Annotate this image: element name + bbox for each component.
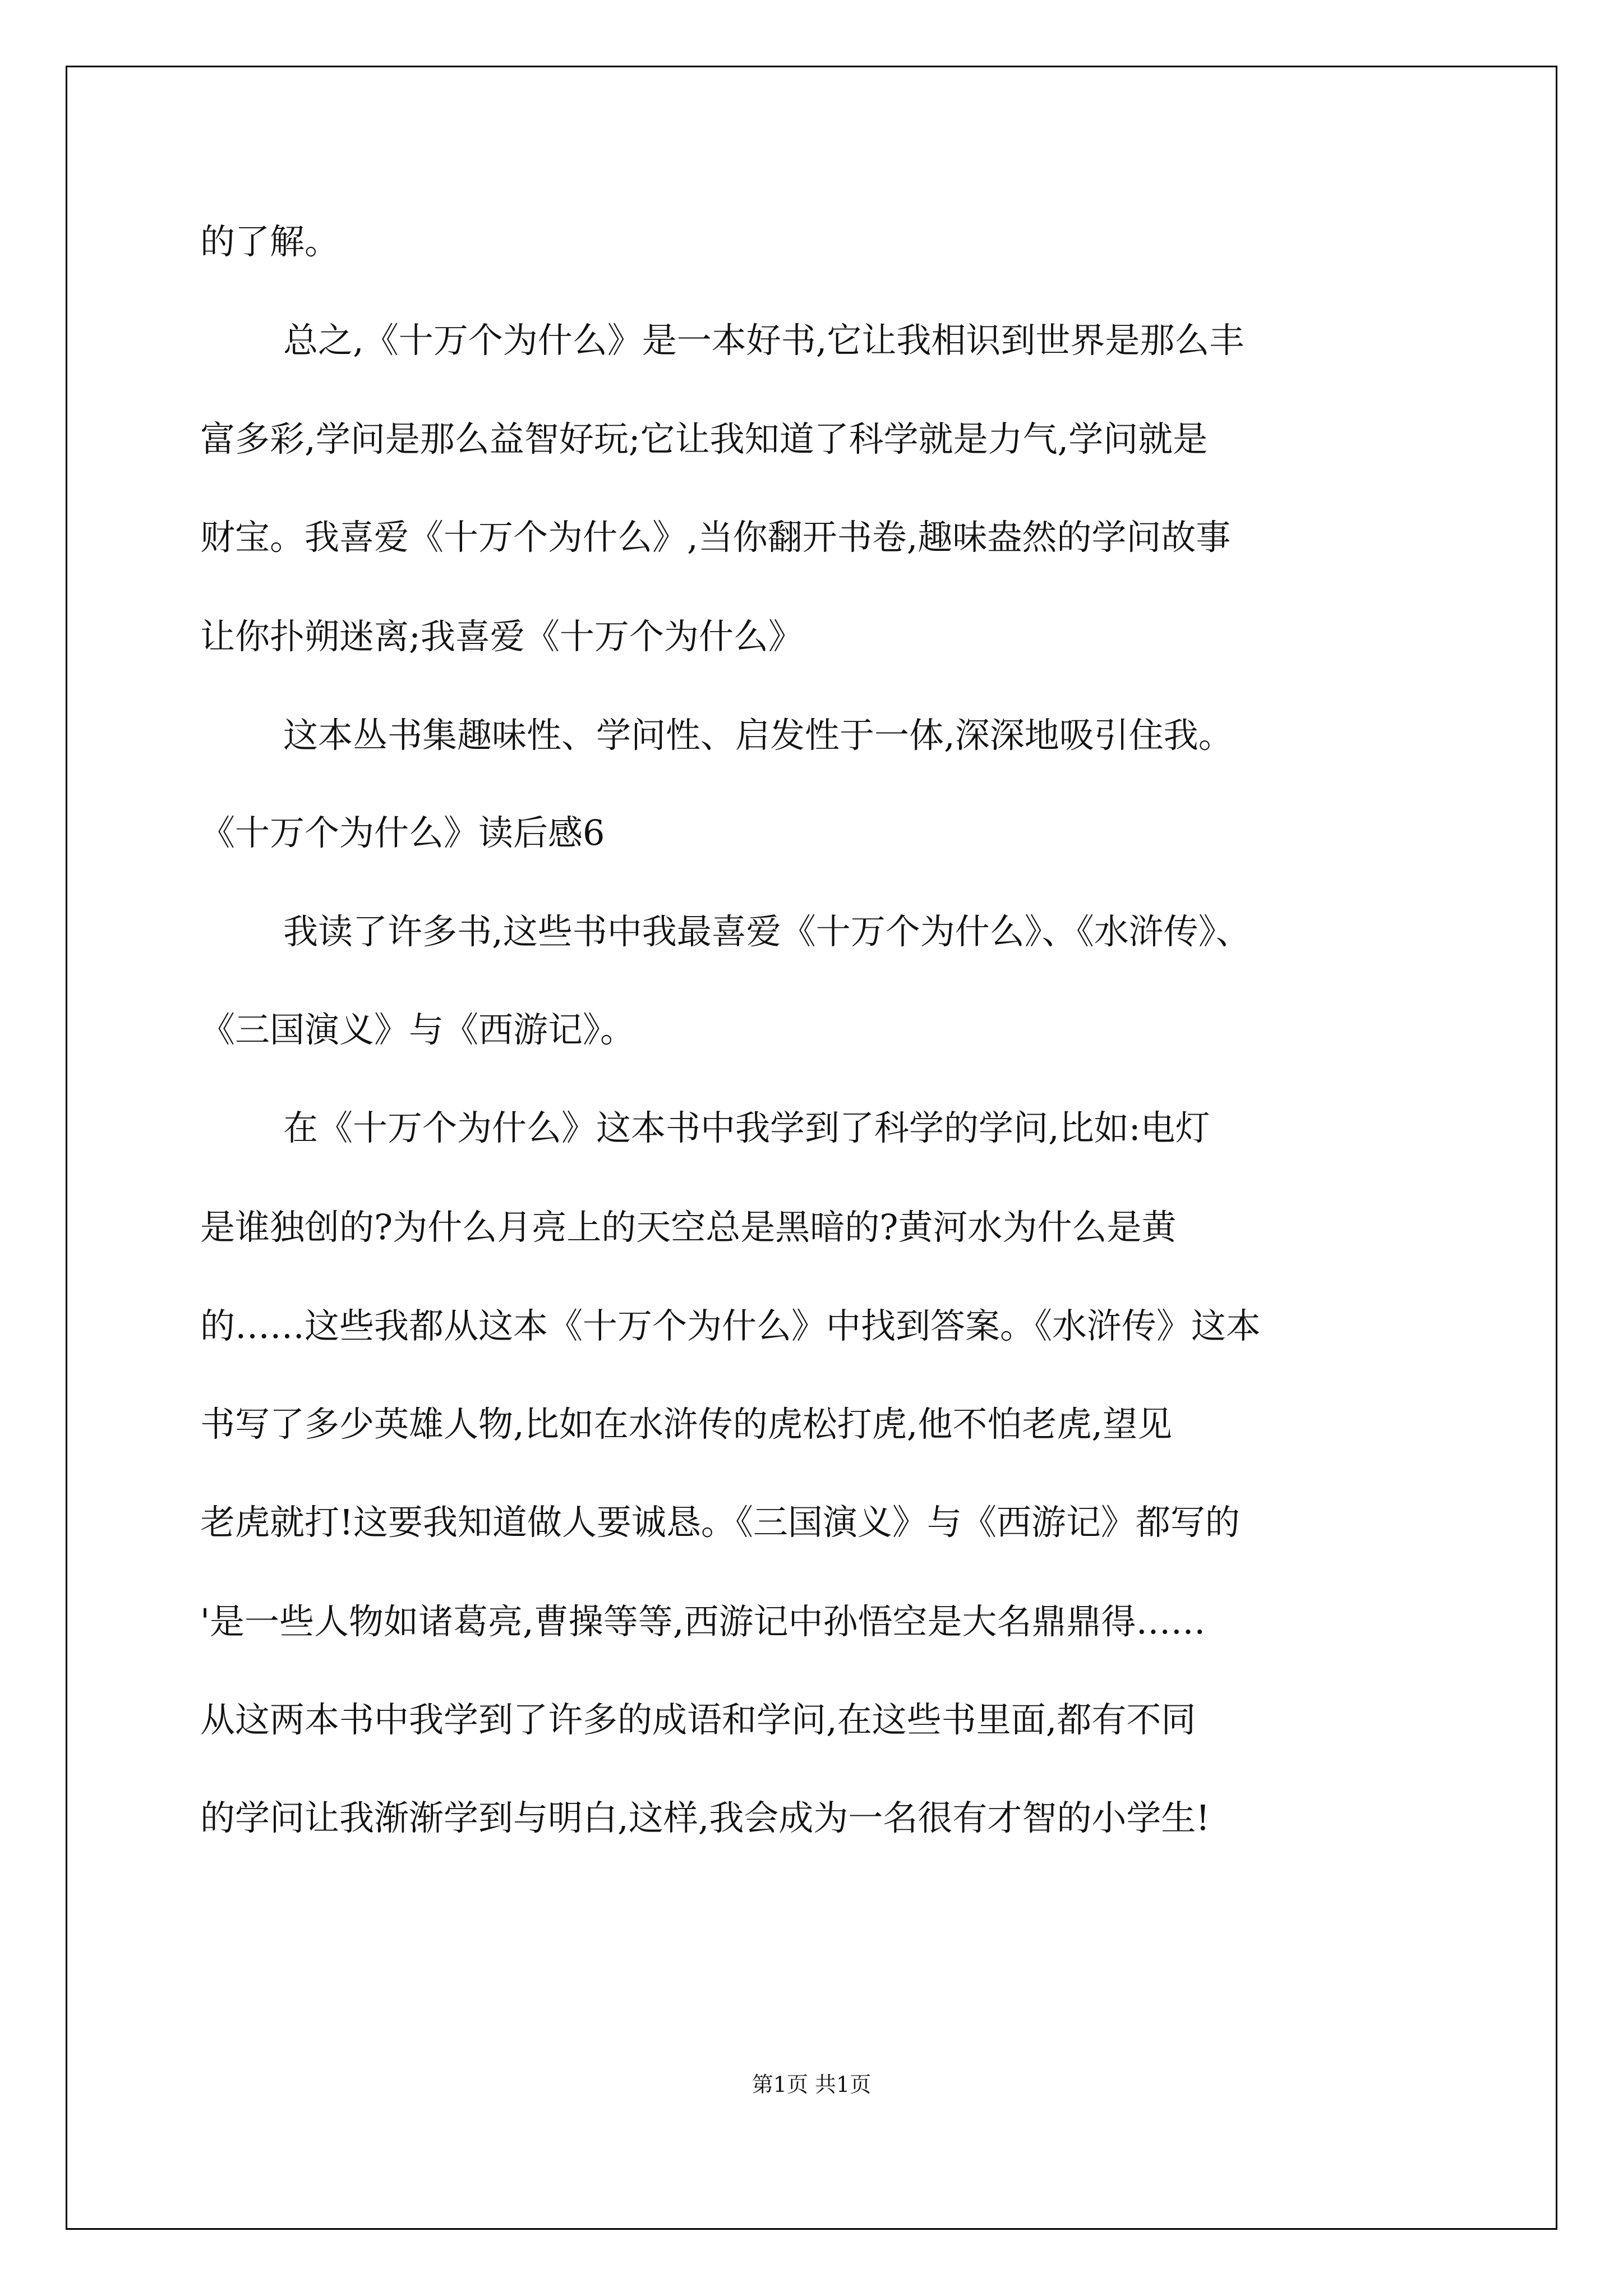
text-line: 书写了多少英雄人物,比如在水浒传的虎松打虎,他不怕老虎,望见 <box>200 1404 1173 1444</box>
text-line: 这本丛书集趣味性、学问性、启发性于一体,深深地吸引住我。 <box>283 715 1233 756</box>
text-line: 财宝。我喜爱《十万个为什么》,当你翻开书卷,趣味盎然的学问故事 <box>200 517 1231 558</box>
section-heading: 《十万个为什么》读后感6 <box>200 812 605 853</box>
text-line: 是谁独创的?为什么月亮上的天空总是黑暗的?黄河水为什么是黄 <box>200 1207 1177 1248</box>
text-line: 的……这些我都从这本《十万个为什么》中找到答案。《水浒传》这本 <box>200 1305 1261 1346</box>
text-line: '是一些人物如诸葛亮,曹操等等,西游记中孙悟空是大名鼎鼎得…… <box>200 1601 1206 1642</box>
text-line: 让你扑朔迷离;我喜爱《十万个为什么》 <box>200 616 803 657</box>
text-line: 从这两本书中我学到了许多的成语和学问,在这些书里面,都有不同 <box>200 1699 1196 1740</box>
text-line: 的了解。 <box>200 221 340 262</box>
text-line: 《三国演义》与《西游记》。 <box>200 1009 635 1050</box>
page-number-footer: 第1页 共1页 <box>751 2072 872 2097</box>
text-line: 我读了许多书,这些书中我最喜爱《十万个为什么》、《水浒传》、 <box>283 911 1251 952</box>
text-line: 富多彩,学问是那么益智好玩;它让我知道了科学就是力气,学问就是 <box>200 418 1208 459</box>
text-line: 总之,《十万个为什么》是一本好书,它让我相识到世界是那么丰 <box>283 320 1244 361</box>
text-line: 的学问让我渐渐学到与明白,这样,我会成为一名很有才智的小学生! <box>200 1797 1210 1838</box>
text-line: 在《十万个为什么》这本书中我学到了科学的学问,比如:电灯 <box>283 1107 1210 1148</box>
text-line: 老虎就打!这要我知道做人要诚恳。《三国演义》与《西游记》都写的 <box>200 1502 1240 1543</box>
